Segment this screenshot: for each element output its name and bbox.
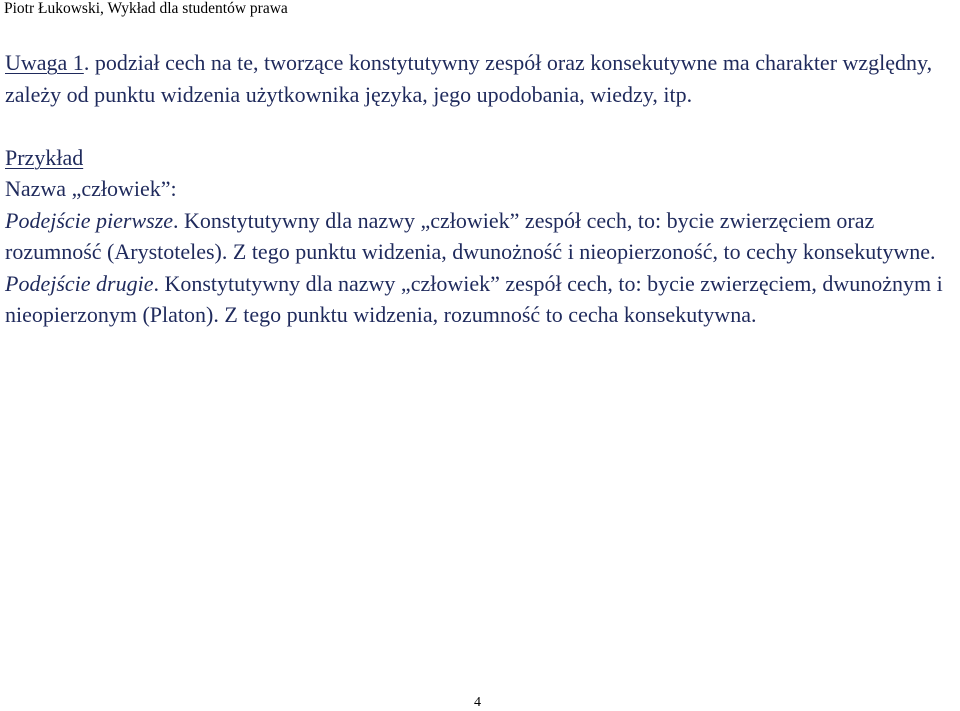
slide-content [5, 47, 950, 331]
second-approach-paragraph [5, 268, 950, 331]
page-number: 4 [474, 695, 481, 710]
running-header: Piotr Łukowski, Wykład dla studentów prawa [4, 0, 288, 17]
second-approach-label: Podejście drugie [5, 270, 154, 296]
note-paragraph [5, 47, 950, 110]
second-approach-text: . Konstytutywny dla nazwy „człowiek” zespół cech, to: bycie zwierzęciem, dwunożnym i nieopierzonym (Platon). Z tego punktu widzenia, rozumność to cecha konsekutywna. [5, 270, 943, 327]
first-approach-paragraph [5, 205, 950, 268]
name-line: Nazwa „człowiek”: [5, 176, 177, 201]
example-heading-paragraph [5, 142, 950, 174]
paragraph-spacer [5, 110, 950, 142]
first-approach-text: . Konstytutywny dla nazwy „człowiek” zespół cech, to: bycie zwierzęciem oraz rozumność (Arystoteles). Z tego punktu widzenia, dwunożność i nieopierzoność, to cechy konsekutywne. [5, 207, 936, 264]
example-heading: Przykład [5, 144, 84, 170]
first-approach-label: Podejście pierwsze [5, 207, 174, 233]
note-label: Uwaga 1 [5, 50, 84, 75]
note-text: . podział cech na te, tworzące konstytutywny zespół oraz konsekutywne ma charakter względny, zależy od punktu widzenia użytkownika języka, jego upodobania, wiedzy, itp. [5, 50, 933, 107]
